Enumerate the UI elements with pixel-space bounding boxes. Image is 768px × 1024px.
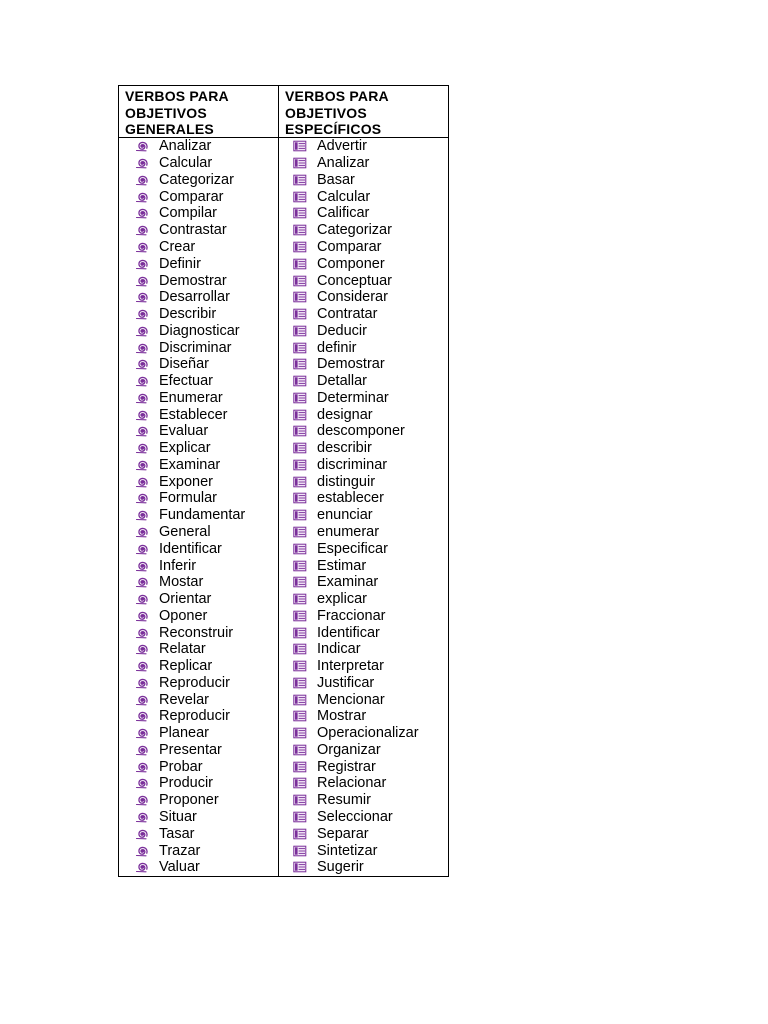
verb-label: Analizar: [159, 138, 212, 155]
list-item: [119, 574, 278, 591]
spiral-bullet-icon: [135, 358, 149, 370]
list-item: [119, 859, 278, 876]
list-item: [279, 322, 448, 339]
list-item: [279, 557, 448, 574]
list-item: [279, 289, 448, 306]
verb-label: Identificar: [159, 540, 222, 557]
square-list-bullet-icon: [293, 275, 307, 287]
spiral-bullet-icon: [135, 576, 149, 588]
verb-label: Revelar: [159, 691, 209, 708]
square-list-bullet-icon: [293, 258, 307, 270]
square-list-bullet-icon: [293, 660, 307, 672]
spiral-bullet-icon: [135, 207, 149, 219]
specific-verbs-list: [279, 138, 448, 876]
list-item: [279, 457, 448, 474]
spiral-bullet-icon: [135, 275, 149, 287]
list-item: [279, 725, 448, 742]
square-list-bullet-icon: [293, 207, 307, 219]
list-item: [279, 389, 448, 406]
header-line: VERBOS PARA: [285, 88, 389, 104]
specific-objectives-column: [279, 86, 448, 876]
verb-label: Evaluar: [159, 423, 209, 440]
list-item: [119, 373, 278, 390]
list-item: [279, 742, 448, 759]
list-item: [279, 339, 448, 356]
list-item: [119, 675, 278, 692]
list-item: [119, 138, 278, 155]
list-item: [119, 188, 278, 205]
verb-label: Trazar: [159, 842, 201, 859]
verb-label: Organizar: [317, 741, 381, 758]
spiral-bullet-icon: [135, 560, 149, 572]
spiral-bullet-icon: [135, 777, 149, 789]
verb-label: explicar: [317, 591, 367, 608]
spiral-bullet-icon: [135, 325, 149, 337]
list-item: [119, 809, 278, 826]
square-list-bullet-icon: [293, 744, 307, 756]
verb-label: describir: [317, 440, 372, 457]
verb-label: Describir: [159, 306, 217, 323]
verb-label: Operacionalizar: [317, 725, 419, 742]
list-item: [119, 842, 278, 859]
list-item: [279, 691, 448, 708]
spiral-bullet-icon: [135, 459, 149, 471]
spiral-bullet-icon: [135, 643, 149, 655]
list-item: [279, 222, 448, 239]
list-item: [279, 675, 448, 692]
verb-label: Contratar: [317, 306, 378, 323]
list-item: [279, 658, 448, 675]
list-item: [279, 775, 448, 792]
verb-label: Sugerir: [317, 859, 364, 876]
list-item: [119, 473, 278, 490]
list-item: [119, 641, 278, 658]
spiral-bullet-icon: [135, 710, 149, 722]
verb-label: Relacionar: [317, 775, 387, 792]
verb-label: Valuar: [159, 859, 200, 876]
list-item: [279, 607, 448, 624]
verb-label: Presentar: [159, 741, 222, 758]
verb-label: enumerar: [317, 523, 380, 540]
spiral-bullet-icon: [135, 191, 149, 203]
list-item: [119, 708, 278, 725]
list-item: [279, 188, 448, 205]
square-list-bullet-icon: [293, 526, 307, 538]
verb-label: Probar: [159, 758, 203, 775]
verb-label: Registrar: [317, 758, 376, 775]
list-item: [119, 825, 278, 842]
verb-label: Separar: [317, 825, 369, 842]
verb-label: Componer: [317, 255, 385, 272]
list-item: [119, 306, 278, 323]
spiral-bullet-icon: [135, 861, 149, 873]
list-item: [119, 742, 278, 759]
verb-label: Analizar: [317, 155, 370, 172]
list-item: [119, 591, 278, 608]
verb-label: Planear: [159, 725, 209, 742]
verb-label: Basar: [317, 171, 355, 188]
list-item: [279, 239, 448, 256]
specific-objectives-header: [279, 86, 448, 138]
list-item: [119, 172, 278, 189]
square-list-bullet-icon: [293, 174, 307, 186]
verb-label: Relatar: [159, 641, 206, 658]
verb-label: Producir: [159, 775, 213, 792]
verb-label: Oponer: [159, 607, 208, 624]
verb-label: Advertir: [317, 138, 367, 155]
verb-label: Reproducir: [159, 708, 230, 725]
header-line: GENERALES: [125, 121, 214, 137]
verb-label: Comparar: [317, 238, 382, 255]
spiral-bullet-icon: [135, 694, 149, 706]
verb-label: Considerar: [317, 289, 388, 306]
list-item: [119, 624, 278, 641]
list-item: [279, 540, 448, 557]
list-item: [279, 440, 448, 457]
list-item: [119, 406, 278, 423]
verb-label: establecer: [317, 490, 384, 507]
verb-label: designar: [317, 406, 373, 423]
list-item: [119, 239, 278, 256]
list-item: [119, 339, 278, 356]
spiral-bullet-icon: [135, 744, 149, 756]
list-item: [119, 222, 278, 239]
header-line: ESPECÍFICOS: [285, 121, 382, 137]
verb-label: Diseñar: [159, 356, 209, 373]
verb-label: definir: [317, 339, 357, 356]
spiral-bullet-icon: [135, 342, 149, 354]
verb-label: Diagnosticar: [159, 322, 240, 339]
square-list-bullet-icon: [293, 308, 307, 320]
verb-label: Demostrar: [317, 356, 385, 373]
verb-label: Comparar: [159, 188, 224, 205]
verb-label: distinguir: [317, 473, 376, 490]
list-item: [279, 490, 448, 507]
list-item: [279, 423, 448, 440]
verb-label: Discriminar: [159, 339, 232, 356]
list-item: [119, 507, 278, 524]
verb-label: Interpretar: [317, 658, 384, 675]
list-item: [119, 423, 278, 440]
spiral-bullet-icon: [135, 492, 149, 504]
list-item: [279, 272, 448, 289]
spiral-bullet-icon: [135, 677, 149, 689]
list-item: [279, 138, 448, 155]
list-item: [119, 322, 278, 339]
square-list-bullet-icon: [293, 157, 307, 169]
verb-label: enunciar: [317, 507, 373, 524]
square-list-bullet-icon: [293, 342, 307, 354]
verb-label: descomponer: [317, 423, 405, 440]
list-item: [119, 272, 278, 289]
square-list-bullet-icon: [293, 459, 307, 471]
verb-label: Compilar: [159, 205, 218, 222]
spiral-bullet-icon: [135, 593, 149, 605]
spiral-bullet-icon: [135, 409, 149, 421]
verb-label: Identificar: [317, 624, 380, 641]
verb-label: Detallar: [317, 373, 367, 390]
square-list-bullet-icon: [293, 560, 307, 572]
list-item: [279, 574, 448, 591]
verb-label: Indicar: [317, 641, 361, 658]
list-item: [279, 758, 448, 775]
square-list-bullet-icon: [293, 392, 307, 404]
square-list-bullet-icon: [293, 593, 307, 605]
verb-label: Reproducir: [159, 674, 230, 691]
list-item: [279, 406, 448, 423]
spiral-bullet-icon: [135, 627, 149, 639]
header-line: OBJETIVOS: [285, 104, 367, 121]
list-item: [279, 356, 448, 373]
verb-label: Replicar: [159, 658, 213, 675]
list-item: [279, 792, 448, 809]
header-line: VERBOS PARA: [125, 88, 229, 104]
spiral-bullet-icon: [135, 308, 149, 320]
verb-label: Crear: [159, 238, 196, 255]
spiral-bullet-icon: [135, 828, 149, 840]
verb-label: Fraccionar: [317, 607, 386, 624]
verb-label: Calcular: [317, 188, 371, 205]
verb-label: Examinar: [159, 456, 221, 473]
general-verbs-list: [119, 138, 278, 876]
square-list-bullet-icon: [293, 828, 307, 840]
verb-label: Contrastar: [159, 222, 227, 239]
list-item: [119, 557, 278, 574]
square-list-bullet-icon: [293, 375, 307, 387]
square-list-bullet-icon: [293, 425, 307, 437]
list-item: [279, 708, 448, 725]
square-list-bullet-icon: [293, 794, 307, 806]
spiral-bullet-icon: [135, 845, 149, 857]
list-item: [119, 775, 278, 792]
square-list-bullet-icon: [293, 224, 307, 236]
verb-label: Estimar: [317, 557, 367, 574]
list-item: [119, 691, 278, 708]
spiral-bullet-icon: [135, 610, 149, 622]
list-item: [279, 255, 448, 272]
verb-label: General: [159, 523, 211, 540]
spiral-bullet-icon: [135, 811, 149, 823]
verb-label: Sintetizar: [317, 842, 378, 859]
square-list-bullet-icon: [293, 845, 307, 857]
square-list-bullet-icon: [293, 409, 307, 421]
verb-label: Explicar: [159, 440, 211, 457]
list-item: [119, 155, 278, 172]
verb-label: Orientar: [159, 591, 212, 608]
spiral-bullet-icon: [135, 727, 149, 739]
verb-label: Fundamentar: [159, 507, 246, 524]
verb-label: Formular: [159, 490, 218, 507]
square-list-bullet-icon: [293, 492, 307, 504]
spiral-bullet-icon: [135, 174, 149, 186]
spiral-bullet-icon: [135, 392, 149, 404]
list-item: [279, 809, 448, 826]
verb-label: Reconstruir: [159, 624, 234, 641]
spiral-bullet-icon: [135, 660, 149, 672]
spiral-bullet-icon: [135, 509, 149, 521]
list-item: [119, 457, 278, 474]
verb-label: discriminar: [317, 456, 388, 473]
verb-label: Enumerar: [159, 389, 223, 406]
verb-label: Inferir: [159, 557, 197, 574]
verb-label: Calcular: [159, 155, 213, 172]
square-list-bullet-icon: [293, 643, 307, 655]
square-list-bullet-icon: [293, 476, 307, 488]
verb-label: Establecer: [159, 406, 228, 423]
verb-label: Mencionar: [317, 691, 385, 708]
square-list-bullet-icon: [293, 777, 307, 789]
verb-label: Examinar: [317, 574, 379, 591]
list-item: [119, 205, 278, 222]
spiral-bullet-icon: [135, 291, 149, 303]
list-item: [119, 255, 278, 272]
verb-label: Mostrar: [317, 708, 367, 725]
spiral-bullet-icon: [135, 157, 149, 169]
verb-label: Situar: [159, 809, 197, 825]
square-list-bullet-icon: [293, 191, 307, 203]
square-list-bullet-icon: [293, 358, 307, 370]
list-item: [279, 306, 448, 323]
square-list-bullet-icon: [293, 140, 307, 152]
general-objectives-column: [119, 86, 279, 876]
square-list-bullet-icon: [293, 291, 307, 303]
square-list-bullet-icon: [293, 627, 307, 639]
list-item: [119, 490, 278, 507]
list-item: [279, 641, 448, 658]
list-item: [279, 473, 448, 490]
verb-label: Calificar: [317, 205, 370, 222]
list-item: [119, 289, 278, 306]
verb-label: Mostar: [159, 574, 204, 591]
verb-label: Categorizar: [317, 222, 392, 239]
square-list-bullet-icon: [293, 727, 307, 739]
list-item: [119, 524, 278, 541]
spiral-bullet-icon: [135, 375, 149, 387]
verb-label: Efectuar: [159, 373, 213, 390]
list-item: [119, 658, 278, 675]
list-item: [279, 825, 448, 842]
verbs-table: [118, 85, 449, 877]
list-item: [279, 859, 448, 876]
spiral-bullet-icon: [135, 241, 149, 253]
verb-label: Deducir: [317, 322, 367, 339]
verb-label: Definir: [159, 255, 201, 272]
square-list-bullet-icon: [293, 811, 307, 823]
spiral-bullet-icon: [135, 543, 149, 555]
list-item: [119, 725, 278, 742]
square-list-bullet-icon: [293, 710, 307, 722]
verb-label: Proponer: [159, 792, 219, 809]
verb-label: Conceptuar: [317, 272, 392, 289]
list-item: [279, 172, 448, 189]
list-item: [119, 607, 278, 624]
square-list-bullet-icon: [293, 509, 307, 521]
verb-label: Justificar: [317, 674, 375, 691]
verb-label: Demostrar: [159, 272, 227, 289]
square-list-bullet-icon: [293, 610, 307, 622]
verb-label: Exponer: [159, 473, 214, 490]
spiral-bullet-icon: [135, 526, 149, 538]
square-list-bullet-icon: [293, 442, 307, 454]
list-item: [119, 758, 278, 775]
square-list-bullet-icon: [293, 677, 307, 689]
list-item: [279, 591, 448, 608]
list-item: [119, 356, 278, 373]
general-objectives-header: [119, 86, 278, 138]
verb-label: Especificar: [317, 540, 388, 557]
spiral-bullet-icon: [135, 794, 149, 806]
verb-label: Categorizar: [159, 171, 234, 188]
spiral-bullet-icon: [135, 224, 149, 236]
spiral-bullet-icon: [135, 476, 149, 488]
square-list-bullet-icon: [293, 694, 307, 706]
list-item: [279, 524, 448, 541]
square-list-bullet-icon: [293, 241, 307, 253]
square-list-bullet-icon: [293, 761, 307, 773]
square-list-bullet-icon: [293, 543, 307, 555]
list-item: [119, 440, 278, 457]
list-item: [279, 373, 448, 390]
list-item: [279, 155, 448, 172]
square-list-bullet-icon: [293, 576, 307, 588]
verb-label: Determinar: [317, 389, 389, 406]
list-item: [279, 624, 448, 641]
spiral-bullet-icon: [135, 140, 149, 152]
verb-label: Seleccionar: [317, 809, 393, 825]
verb-label: Tasar: [159, 825, 195, 842]
list-item: [119, 389, 278, 406]
spiral-bullet-icon: [135, 425, 149, 437]
spiral-bullet-icon: [135, 442, 149, 454]
list-item: [279, 507, 448, 524]
verb-label: Desarrollar: [159, 289, 230, 306]
header-line: OBJETIVOS: [125, 104, 207, 121]
spiral-bullet-icon: [135, 761, 149, 773]
list-item: [119, 540, 278, 557]
spiral-bullet-icon: [135, 258, 149, 270]
square-list-bullet-icon: [293, 325, 307, 337]
list-item: [279, 205, 448, 222]
list-item: [279, 842, 448, 859]
verb-label: Resumir: [317, 792, 371, 809]
square-list-bullet-icon: [293, 861, 307, 873]
list-item: [119, 792, 278, 809]
